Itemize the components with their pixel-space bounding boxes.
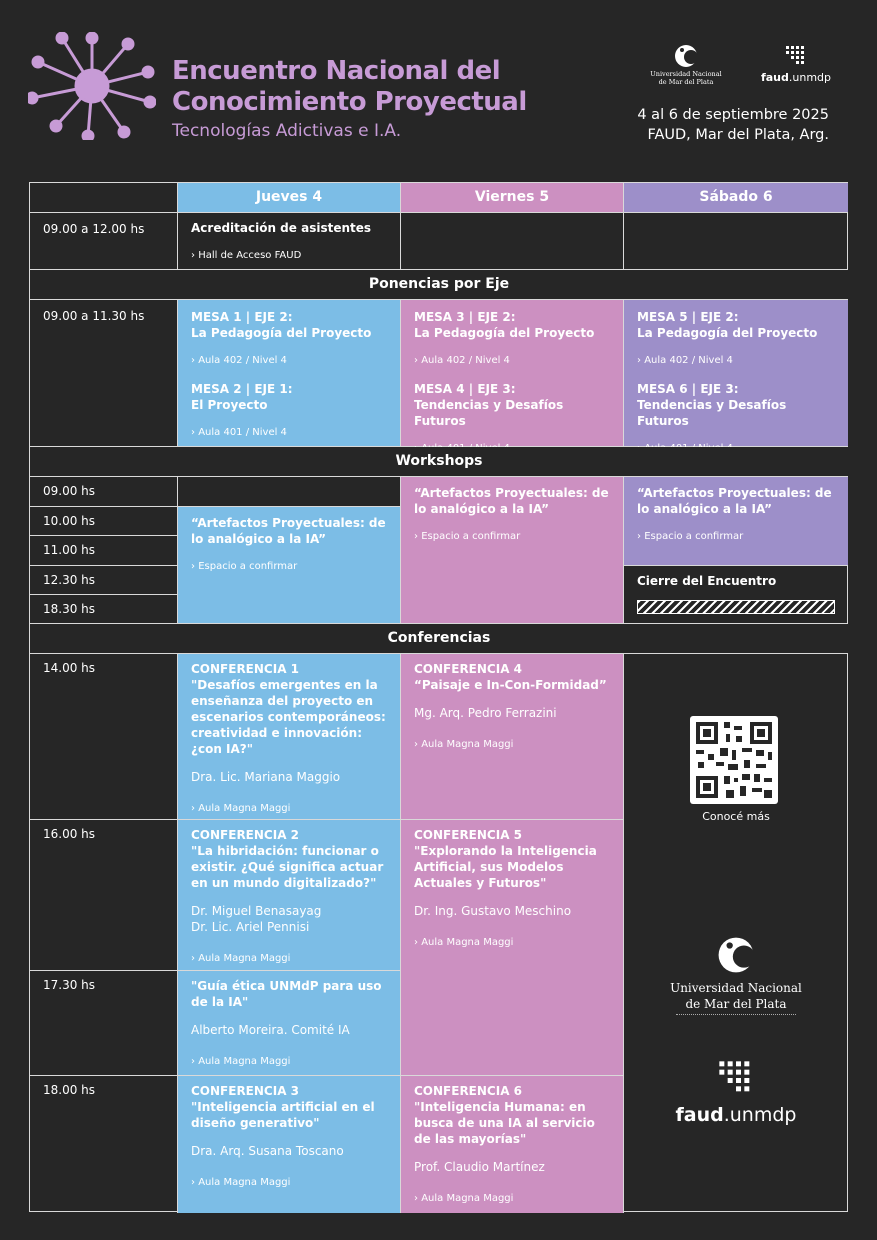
event-logo-icon <box>28 32 156 140</box>
accreditation-cell: Acreditación de asistentes › Hall de Acceso FAUD <box>178 213 401 270</box>
empty-cell <box>178 477 401 507</box>
event-date: 4 al 6 de septiembre 2025 FAUD, Mar del Plata, Arg. <box>637 107 829 143</box>
conference-2: CONFERENCIA 2 "La hibridación: funcionar o existir. ¿Qué significa actuar en un mundo digitalizado?" Dr. Miguel Benasayag Dr. Lic. Ariel Pennisi › Aula Magna Maggi <box>178 820 401 971</box>
time-cell: 14.00 hs <box>30 654 178 820</box>
faud-logo: faud.unmdp <box>758 44 834 84</box>
university-logo-icon <box>674 44 698 68</box>
time-cell: 09.00 a 12.00 hs <box>30 213 178 270</box>
ponencias-friday: MESA 3 | EJE 2: La Pedagogía del Proyecto › Aula 402 / Nivel 4 MESA 4 | EJE 3: Tendencias y Desafíos Futuros › <box>401 300 624 447</box>
hatch-bar <box>637 600 835 614</box>
faud-dots-icon <box>716 1058 756 1098</box>
workshop-friday: “Artefactos Proyectuales: de lo analógico a la IA” › Espacio a confirmar <box>401 477 624 624</box>
section-ponencias: Ponencias por Eje <box>30 270 848 300</box>
closing-cell: Cierre del Encuentro <box>624 566 848 624</box>
day-header-friday: Viernes 5 <box>401 183 624 213</box>
faud-dots-icon <box>784 44 808 68</box>
schedule-table <box>29 182 848 1212</box>
university-logo: Universidad Nacional de Mar del Plata <box>642 44 730 86</box>
empty-cell <box>624 213 848 270</box>
time-cell: 10.00 hs <box>30 507 178 536</box>
conference-6: CONFERENCIA 6 "Inteligencia Humana: en busca de una IA al servicio de las mayorías" Prof. Claudio Martínez › Aula Magna Maggi <box>401 1076 624 1213</box>
ponencias-saturday: MESA 5 | EJE 2: La Pedagogía del Proyecto › Aula 402 / Nivel 4 MESA 6 | EJE 3: Tendencias y Desafíos Futuros › <box>624 300 848 447</box>
conference-5: CONFERENCIA 5 "Explorando la Inteligencia Artificial, sus Modelos Actuales y Futuros" Dr. Ing. Gustavo Meschino › Aula Magna Maggi <box>401 820 624 1076</box>
ethics-guide-talk: "Guía ética UNMdP para uso de la IA" Alberto Moreira. Comité IA › Aula Magna Maggi <box>178 971 401 1076</box>
time-cell: 12.30 hs <box>30 566 178 595</box>
day-header-saturday: Sábado 6 <box>624 183 848 213</box>
empty-cell <box>401 213 624 270</box>
ponencias-thursday: MESA 1 | EJE 2: La Pedagogía del Proyecto › Aula 402 / Nivel 4 MESA 2 | EJE 1: El Proyecto › Aula 401 / Nivel 4 <box>178 300 401 447</box>
time-cell: 18.30 hs <box>30 595 178 624</box>
section-workshops: Workshops <box>30 447 848 477</box>
header-empty-cell <box>30 183 178 213</box>
time-cell: 09.00 hs <box>30 477 178 507</box>
conference-3: CONFERENCIA 3 "Inteligencia artificial en el diseño generativo" Dra. Arq. Susana Toscano › Aula Magna Maggi <box>178 1076 401 1213</box>
time-cell: 16.00 hs <box>30 820 178 971</box>
qr-label: Conocé más <box>702 810 770 823</box>
section-conferencias: Conferencias <box>30 624 848 654</box>
workshop-saturday: “Artefactos Proyectuales: de lo analógico a la IA” › Espacio a confirmar <box>624 477 848 566</box>
conference-1: CONFERENCIA 1 "Desafíos emergentes en la enseñanza del proyecto en escenarios contemporáneos: creatividad e innovación: ¿con IA?" Dra. Lic. Mariana Maggio › Aula Magna Maggi <box>178 654 401 820</box>
event-title: Encuentro Nacional del Conocimiento Proyectual <box>172 56 527 117</box>
faud-logo-large: faud.unmdp <box>624 1058 848 1126</box>
conference-4: CONFERENCIA 4 “Paisaje e In-Con-Formidad” Mg. Arq. Pedro Ferrazini › Aula Magna Maggi <box>401 654 624 820</box>
university-logo-icon <box>717 936 755 974</box>
workshop-thursday: “Artefactos Proyectuales: de lo analógico a la IA” › Espacio a confirmar <box>178 507 401 624</box>
time-cell: 17.30 hs <box>30 971 178 1076</box>
event-subtitle: Tecnologías Adictivas e I.A. <box>172 121 402 141</box>
time-cell: 18.00 hs <box>30 1076 178 1213</box>
day-header-thursday: Jueves 4 <box>178 183 401 213</box>
time-cell: 09.00 a 11.30 hs <box>30 300 178 447</box>
qr-code-icon[interactable] <box>690 716 778 804</box>
university-logo-large: Universidad Nacional de Mar del Plata <box>624 936 848 1015</box>
logos-column <box>624 654 848 1213</box>
time-cell: 11.00 hs <box>30 536 178 566</box>
